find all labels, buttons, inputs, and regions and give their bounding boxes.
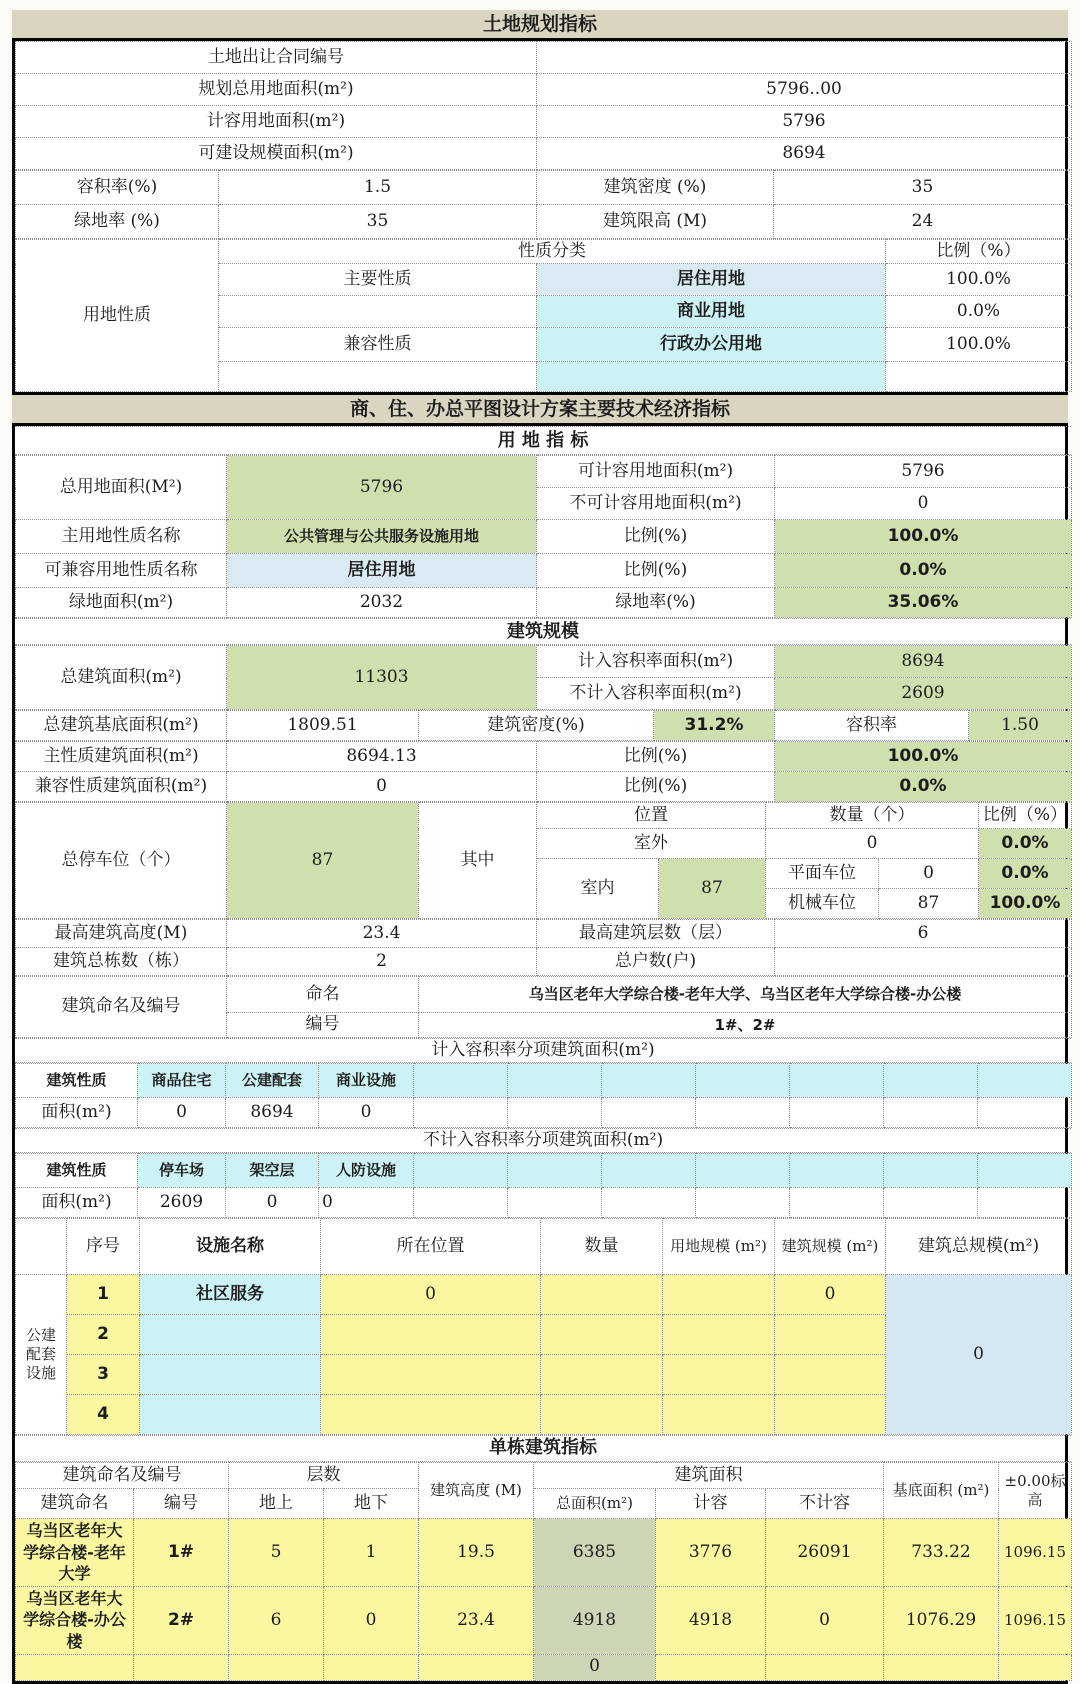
site-compat-ratio-label: 比例(%) xyxy=(537,554,775,588)
pf-row-no: 4 xyxy=(67,1395,140,1435)
exc-type-empty xyxy=(508,1154,602,1188)
pf-row-loc xyxy=(321,1355,541,1395)
inc-type-empty xyxy=(602,1063,696,1097)
parking-table xyxy=(15,802,1072,919)
compat-nature-ratio: 100.0% xyxy=(886,328,1072,362)
inc-type-empty xyxy=(414,1063,508,1097)
building-index-table xyxy=(15,1462,1072,1681)
bld-foot-empty xyxy=(766,1654,884,1680)
parking-among-label: 其中 xyxy=(419,803,537,919)
plan-area-label: 规划总用地面积(m²) xyxy=(16,74,537,106)
pf-header-total: 建筑总规模(m²) xyxy=(886,1219,1072,1275)
bld-header-area: 建筑面积 xyxy=(534,1463,884,1489)
height-limit-label: 建筑限高 (M) xyxy=(537,205,774,239)
bld-foot-total: 0 xyxy=(534,1654,656,1680)
scale-far-label: 容积率 xyxy=(775,711,969,741)
parking-pos-header: 位置 xyxy=(537,803,766,829)
site-compat-label: 可兼容用地性质名称 xyxy=(16,554,227,588)
pf-row-name: 社区服务 xyxy=(140,1275,321,1315)
pf-row-scale: 0 xyxy=(775,1275,886,1315)
tech-economic-table xyxy=(12,423,1068,1683)
land-nature-table xyxy=(15,239,1072,392)
scale-total-label: 总建筑面积(m²) xyxy=(16,646,227,710)
site-green-ratio-value: 35.06% xyxy=(775,588,1072,618)
building-count-value: 2 xyxy=(227,948,537,976)
inc-area-empty xyxy=(790,1097,884,1127)
exc-type-empty xyxy=(414,1154,508,1188)
primary-nature-label: 主要性质 xyxy=(219,264,537,296)
exc-area-empty xyxy=(884,1188,978,1218)
bld-row-total: 4918 xyxy=(534,1586,656,1654)
parking-indoor-label: 室内 xyxy=(537,859,659,919)
scale-main-ratio-label: 比例(%) xyxy=(537,742,775,772)
inc-type-1: 商品住宅 xyxy=(138,1063,226,1097)
scale-exc-label: 不计入容积率面积(m²) xyxy=(537,678,775,710)
buildable-label: 可建设规模面积(m²) xyxy=(16,138,537,170)
green-rate-label: 绿地率 (%) xyxy=(16,205,219,239)
inc-type-empty xyxy=(508,1063,602,1097)
far-area-label: 计容用地面积(m²) xyxy=(16,106,537,138)
max-floors-label: 最高建筑层数（层） xyxy=(537,920,775,948)
pf-row-loc xyxy=(321,1315,541,1355)
inc-breakdown-title-row xyxy=(15,1038,1071,1063)
scale-density-value: 31.2% xyxy=(654,711,775,741)
site-uncountable-value: 0 xyxy=(775,488,1072,520)
secondary-nature-value: 商业用地 xyxy=(537,296,886,328)
site-section-title: 用 地 指 标 xyxy=(15,427,1071,455)
bld-header-base: 基底面积 (m²) xyxy=(884,1463,999,1519)
site-compat-value: 居住用地 xyxy=(227,554,537,588)
scale-total-table xyxy=(15,645,1072,710)
inc-area-3: 0 xyxy=(319,1097,414,1127)
pf-row-loc xyxy=(321,1395,541,1435)
inc-area-empty xyxy=(414,1097,508,1127)
building-count-label: 建筑总栋数（栋） xyxy=(16,948,227,976)
scale-ratio-table xyxy=(15,741,1072,802)
pf-row-scale xyxy=(775,1315,886,1355)
inc-area-1: 0 xyxy=(138,1097,226,1127)
bld-row-elev: 1096.15 xyxy=(999,1519,1072,1587)
parking-outdoor-ratio: 0.0% xyxy=(979,829,1072,859)
site-title-row xyxy=(15,426,1071,455)
bld-header-below: 地下 xyxy=(324,1489,419,1519)
scale-compat-value: 0 xyxy=(227,772,537,802)
secondary-nature-ratio: 0.0% xyxy=(886,296,1072,328)
bld-foot-empty xyxy=(419,1654,534,1680)
bld-foot-empty xyxy=(324,1654,419,1680)
name-value: 乌当区老年大学综合楼-老年大学、乌当区老年大学综合楼-办公楼 xyxy=(419,977,1072,1013)
site-green-label: 绿地面积(m²) xyxy=(16,588,227,618)
exc-area-3: 0 xyxy=(319,1188,414,1218)
no-value: 1#、2# xyxy=(419,1013,1072,1037)
bld-row-inc: 4918 xyxy=(656,1586,766,1654)
scale-compat-ratio-label: 比例(%) xyxy=(537,772,775,802)
inc-type-2: 公建配套 xyxy=(226,1063,319,1097)
bld-row-above: 6 xyxy=(229,1586,324,1654)
section-bar-land-planning: 土地规划指标 xyxy=(12,10,1068,38)
parking-indoor-value: 87 xyxy=(659,859,766,919)
pf-row-land xyxy=(663,1275,775,1315)
pf-row-name xyxy=(140,1355,321,1395)
scale-compat-ratio-value: 0.0% xyxy=(775,772,1072,802)
bld-row-height: 19.5 xyxy=(419,1519,534,1587)
density-value: 35 xyxy=(774,171,1072,205)
pf-row-scale xyxy=(775,1395,886,1435)
parking-ratio-header: 比例（%） xyxy=(979,803,1072,829)
parking-total-value: 87 xyxy=(227,803,419,919)
inc-breakdown-title: 计入容积率分项建筑面积(m²) xyxy=(15,1038,1071,1062)
pf-row-name xyxy=(140,1315,321,1355)
parking-flat-qty: 0 xyxy=(879,859,979,889)
parking-outdoor-label: 室外 xyxy=(537,829,766,859)
scale-title-row xyxy=(15,618,1071,645)
pf-row-land xyxy=(663,1395,775,1435)
pf-header-qty: 数量 xyxy=(541,1219,663,1275)
inc-type-label: 建筑性质 xyxy=(16,1063,138,1097)
bld-header-above: 地上 xyxy=(229,1489,324,1519)
land-planning-table xyxy=(12,38,1068,395)
pf-corner-cell xyxy=(16,1219,67,1275)
bld-header-name: 建筑命名 xyxy=(16,1489,134,1519)
parking-total-label: 总停车位（个） xyxy=(16,803,227,919)
inc-area-empty xyxy=(978,1097,1072,1127)
pf-row-scale xyxy=(775,1355,886,1395)
site-green-value: 2032 xyxy=(227,588,537,618)
buildable-value: 8694 xyxy=(537,138,1072,170)
exc-area-2: 0 xyxy=(226,1188,319,1218)
exc-area-empty xyxy=(508,1188,602,1218)
site-main-ratio-value: 100.0% xyxy=(775,520,1072,554)
pf-row-no: 2 xyxy=(67,1315,140,1355)
secondary-nature-label xyxy=(219,296,537,328)
scale-exc-value: 2609 xyxy=(775,678,1072,710)
exc-type-empty xyxy=(696,1154,790,1188)
land-basic-table xyxy=(15,41,1072,170)
inc-area-empty xyxy=(884,1097,978,1127)
far-label: 容积率(%) xyxy=(16,171,219,205)
pf-header-name: 设施名称 xyxy=(140,1219,321,1275)
bld-foot-empty xyxy=(884,1654,999,1680)
site-countable-value: 5796 xyxy=(775,456,1072,488)
site-index-table xyxy=(15,455,1072,618)
bld-header-no: 编号 xyxy=(134,1489,229,1519)
pf-total-value: 0 xyxy=(886,1275,1072,1435)
parking-flat-label: 平面车位 xyxy=(766,859,879,889)
bld-row-exc: 26091 xyxy=(766,1519,884,1587)
section-bar-tech-economic: 商、住、办总平图设计方案主要技术经济指标 xyxy=(12,395,1068,423)
bld-row-no: 1# xyxy=(134,1519,229,1587)
site-uncountable-label: 不可计容用地面积(m²) xyxy=(537,488,775,520)
bld-row-base: 1076.29 xyxy=(884,1586,999,1654)
scale-base-label: 总建筑基底面积(m²) xyxy=(16,711,227,741)
parking-mech-ratio: 100.0% xyxy=(979,889,1072,919)
exc-area-empty xyxy=(696,1188,790,1218)
bld-row-total: 6385 xyxy=(534,1519,656,1587)
inc-type-empty xyxy=(790,1063,884,1097)
exc-area-empty xyxy=(790,1188,884,1218)
density-label: 建筑密度 (%) xyxy=(537,171,774,205)
scale-compat-label: 兼容性质建筑面积(m²) xyxy=(16,772,227,802)
no-label: 编号 xyxy=(227,1013,419,1037)
parking-mech-label: 机械车位 xyxy=(766,889,879,919)
green-rate-value: 35 xyxy=(219,205,537,239)
exc-type-empty xyxy=(790,1154,884,1188)
site-compat-ratio-value: 0.0% xyxy=(775,554,1072,588)
scale-inc-label: 计入容积率面积(m²) xyxy=(537,646,775,678)
bld-foot-empty xyxy=(229,1654,324,1680)
naming-table xyxy=(15,976,1072,1037)
building-section-title: 单栋建筑指标 xyxy=(15,1436,1071,1462)
scale-main-label: 主性质建筑面积(m²) xyxy=(16,742,227,772)
primary-nature-value: 居住用地 xyxy=(537,264,886,296)
inc-area-empty xyxy=(508,1097,602,1127)
exc-type-empty xyxy=(978,1154,1072,1188)
pf-side-label: 公建配套设施 xyxy=(16,1275,67,1435)
plan-area-value: 5796..00 xyxy=(537,74,1072,106)
max-height-label: 最高建筑高度(M) xyxy=(16,920,227,948)
bld-row-name: 乌当区老年大学综合楼-老年大学 xyxy=(16,1519,134,1587)
scale-main-value: 8694.13 xyxy=(227,742,537,772)
site-main-label: 主用地性质名称 xyxy=(16,520,227,554)
pf-header-land: 用地规模 (m²) xyxy=(663,1219,775,1275)
bld-row-height: 23.4 xyxy=(419,1586,534,1654)
misc-table xyxy=(15,919,1072,976)
exc-type-label: 建筑性质 xyxy=(16,1154,138,1188)
site-total-label: 总用地面积(M²) xyxy=(16,456,227,520)
bld-foot-empty xyxy=(999,1654,1072,1680)
pf-row-no: 1 xyxy=(67,1275,140,1315)
pf-row-land xyxy=(663,1355,775,1395)
exc-area-1: 2609 xyxy=(138,1188,226,1218)
scale-inc-value: 8694 xyxy=(775,646,1072,678)
scale-section-title: 建筑规模 xyxy=(15,619,1071,645)
bld-header-inc: 计容 xyxy=(656,1489,766,1519)
scale-far-value: 1.50 xyxy=(969,711,1072,741)
max-height-value: 23.4 xyxy=(227,920,537,948)
scale-total-value: 11303 xyxy=(227,646,537,710)
bld-row-below: 0 xyxy=(324,1586,419,1654)
bld-header-total: 总面积(m²) xyxy=(534,1489,656,1519)
parking-outdoor-qty: 0 xyxy=(766,829,979,859)
parking-flat-ratio: 0.0% xyxy=(979,859,1072,889)
pf-row-loc: 0 xyxy=(321,1275,541,1315)
nature-empty-label xyxy=(219,362,537,392)
exc-area-label: 面积(m²) xyxy=(16,1188,138,1218)
nature-empty-ratio xyxy=(886,362,1072,392)
pf-row-qty xyxy=(541,1355,663,1395)
compat-nature-value: 行政办公用地 xyxy=(537,328,886,362)
scale-main-ratio-value: 100.0% xyxy=(775,742,1072,772)
exc-area-empty xyxy=(602,1188,696,1218)
inc-type-3: 商业设施 xyxy=(319,1063,414,1097)
far-value: 1.5 xyxy=(219,171,537,205)
bld-row-exc: 0 xyxy=(766,1586,884,1654)
parking-qty-header: 数量（个） xyxy=(766,803,979,829)
pf-row-no: 3 xyxy=(67,1355,140,1395)
height-limit-value: 24 xyxy=(774,205,1072,239)
parking-mech-qty: 87 xyxy=(879,889,979,919)
inc-type-empty xyxy=(978,1063,1072,1097)
site-main-value: 公共管理与公共服务设施用地 xyxy=(227,520,537,554)
nature-label: 用地性质 xyxy=(16,240,219,392)
exc-type-empty xyxy=(884,1154,978,1188)
scale-density-label: 建筑密度(%) xyxy=(419,711,654,741)
bld-foot-empty xyxy=(656,1654,766,1680)
pf-row-land xyxy=(663,1315,775,1355)
inc-type-empty xyxy=(884,1063,978,1097)
exc-area-empty xyxy=(414,1188,508,1218)
bld-row-below: 1 xyxy=(324,1519,419,1587)
bld-header-exc: 不计容 xyxy=(766,1489,884,1519)
exc-area-empty xyxy=(978,1188,1072,1218)
bld-row-base: 733.22 xyxy=(884,1519,999,1587)
bld-row-name: 乌当区老年大学综合楼-办公楼 xyxy=(16,1586,134,1654)
exc-breakdown-title: 不计入容积率分项建筑面积(m²) xyxy=(15,1128,1071,1152)
inc-area-empty xyxy=(602,1097,696,1127)
scale-base-value: 1809.51 xyxy=(227,711,419,741)
bld-foot-empty xyxy=(16,1654,134,1680)
bld-header-name-no: 建筑命名及编号 xyxy=(16,1463,229,1489)
building-title-row xyxy=(15,1435,1071,1462)
pf-header-loc: 所在位置 xyxy=(321,1219,541,1275)
scale-base-table xyxy=(15,710,1072,741)
bld-row-no: 2# xyxy=(134,1586,229,1654)
pf-row-qty xyxy=(541,1315,663,1355)
contract-label: 土地出让合同编号 xyxy=(16,42,537,74)
inc-area-2: 8694 xyxy=(226,1097,319,1127)
compat-nature-label: 兼容性质 xyxy=(219,328,537,362)
exc-breakdown-title-row xyxy=(15,1128,1071,1153)
nature-class-header: 性质分类 xyxy=(219,240,886,264)
exc-type-2: 架空层 xyxy=(226,1154,319,1188)
inc-area-label: 面积(m²) xyxy=(16,1097,138,1127)
bld-header-floors: 层数 xyxy=(229,1463,419,1489)
bld-row-elev: 1096.15 xyxy=(999,1586,1072,1654)
inc-area-empty xyxy=(696,1097,790,1127)
exc-type-3: 人防设施 xyxy=(319,1154,414,1188)
pf-row-qty xyxy=(541,1395,663,1435)
inc-type-empty xyxy=(696,1063,790,1097)
naming-label: 建筑命名及编号 xyxy=(16,977,227,1037)
max-floors-value: 6 xyxy=(775,920,1072,948)
bld-header-elev: ±0.00标高 xyxy=(999,1463,1072,1519)
public-facilities-table xyxy=(15,1218,1072,1435)
far-area-value: 5796 xyxy=(537,106,1072,138)
site-main-ratio-label: 比例(%) xyxy=(537,520,775,554)
contract-value xyxy=(537,42,1072,74)
exc-type-1: 停车场 xyxy=(138,1154,226,1188)
site-countable-label: 可计容用地面积(m²) xyxy=(537,456,775,488)
household-label: 总户数(户) xyxy=(537,948,775,976)
pf-row-qty xyxy=(541,1275,663,1315)
inc-breakdown-table xyxy=(15,1063,1072,1128)
site-total-value: 5796 xyxy=(227,456,537,520)
exc-type-empty xyxy=(602,1154,696,1188)
bld-foot-empty xyxy=(134,1654,229,1680)
land-ratio-table xyxy=(15,170,1072,239)
nature-ratio-header: 比例（%） xyxy=(886,240,1072,264)
pf-row-name xyxy=(140,1395,321,1435)
primary-nature-ratio: 100.0% xyxy=(886,264,1072,296)
household-value xyxy=(775,948,1072,976)
bld-header-height: 建筑高度 (M) xyxy=(419,1463,534,1519)
pf-header-no: 序号 xyxy=(67,1219,140,1275)
name-label: 命名 xyxy=(227,977,419,1013)
pf-header-scale: 建筑规模 (m²) xyxy=(775,1219,886,1275)
site-green-ratio-label: 绿地率(%) xyxy=(537,588,775,618)
exc-breakdown-table xyxy=(15,1153,1072,1218)
bld-row-inc: 3776 xyxy=(656,1519,766,1587)
bld-row-above: 5 xyxy=(229,1519,324,1587)
nature-empty-value xyxy=(537,362,886,392)
